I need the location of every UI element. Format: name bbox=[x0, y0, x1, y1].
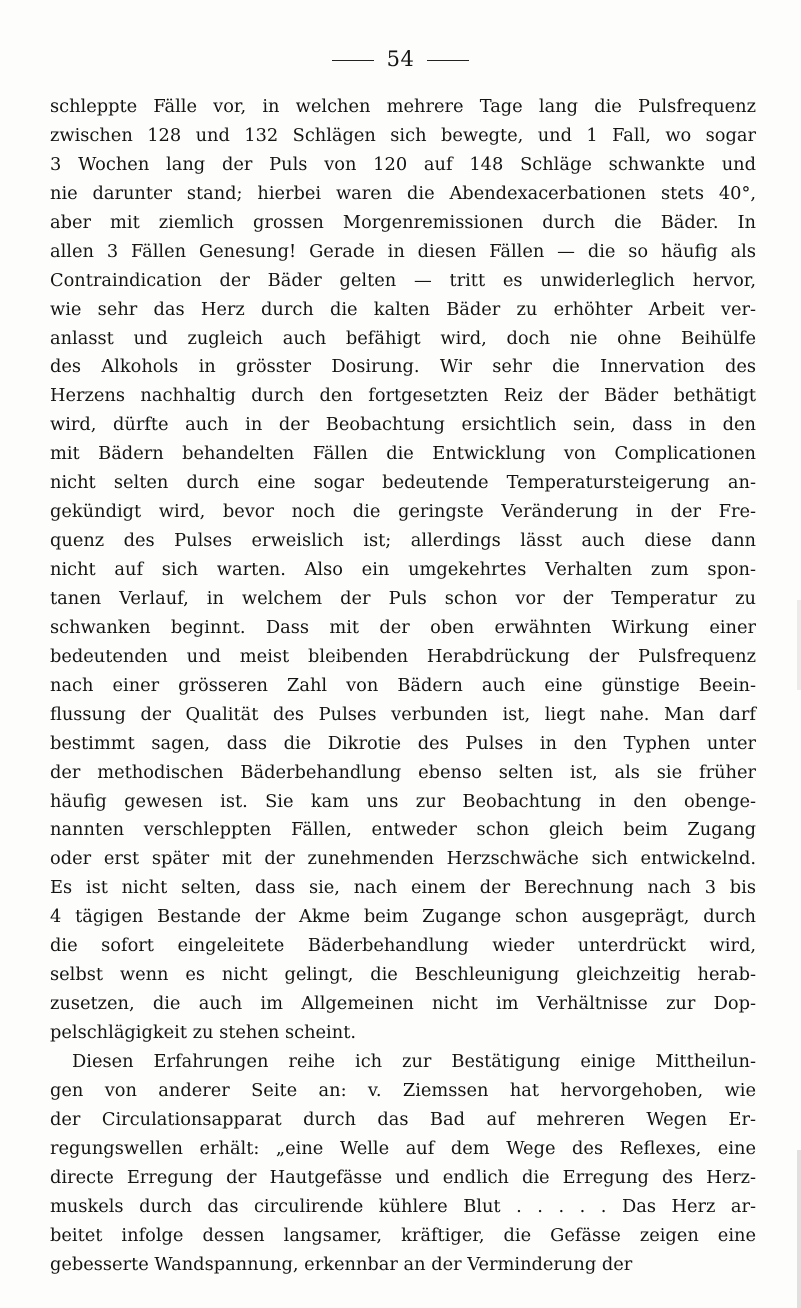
text-line: flussung der Qualität des Pulses verbunden ist, liegt nahe. Man darf bbox=[50, 703, 756, 725]
text-line: nicht auf sich warten. Also ein umgekehrtes Verhalten zum spon- bbox=[50, 559, 756, 580]
text-line: nicht selten durch eine sogar bedeutende Temperatursteigerung an- bbox=[50, 472, 756, 494]
scan-edge-shadow bbox=[797, 600, 801, 690]
text-line: beitet infolge dessen langsamer, kräftiger, die Gefässe zeigen eine bbox=[50, 1224, 756, 1246]
text-line: gekündigt wird, bevor noch die geringste Veränderung in der Fre- bbox=[50, 501, 756, 523]
text-line: 4 tägigen Bestande der Akme beim Zugange schon ausgeprägt, durch bbox=[50, 906, 756, 928]
text-line: aber mit ziemlich grossen Morgenremissionen durch die Bäder. In bbox=[50, 211, 756, 233]
text-line: Contraindication der Bäder gelten — tritt es unwiderleglich hervor, bbox=[50, 269, 756, 291]
text-line: nach einer grösseren Zahl von Bädern auch eine günstige Beein- bbox=[50, 674, 756, 696]
text-line: wie sehr das Herz durch die kalten Bäder zu erhöhter Arbeit ver- bbox=[50, 298, 756, 320]
text-line: des Alkohols in grösster Dosirung. Wir sehr die Innervation des bbox=[50, 356, 756, 378]
scan-edge-shadow bbox=[797, 1150, 801, 1308]
text-line: oder erst später mit der zunehmenden Herzschwäche sich entwickelnd. bbox=[50, 848, 756, 870]
text-line: regungswellen erhält: „eine Welle auf dem Wege des Reflexes, eine bbox=[50, 1137, 756, 1159]
text-line: bestimmt sagen, dass die Dikrotie des Pulses in den Typhen unter bbox=[50, 732, 756, 754]
text-line: 3 Wochen lang der Puls von 120 auf 148 Schläge schwankte und bbox=[50, 153, 756, 175]
text-line: die sofort eingeleitete Bäderbehandlung wieder unterdrückt wird, bbox=[50, 935, 756, 957]
text-line: muskels durch das circulirende kühlere Blut . . . . . Das Herz ar- bbox=[50, 1195, 756, 1217]
text-line: Herzens nachhaltig durch den fortgesetzten Reiz der Bäder bethätigt bbox=[50, 385, 756, 407]
text-line: schwanken beginnt. Dass mit der oben erwähnten Wirkung einer bbox=[50, 616, 756, 638]
text-line: schleppte Fälle vor, in welchen mehrere Tage lang die Pulsfrequenz bbox=[50, 96, 756, 117]
text-line: nannten verschleppten Fällen, entweder schon gleich beim Zugang bbox=[50, 819, 756, 841]
text-line: quenz des Pulses erweislich ist; allerdings lässt auch diese dann bbox=[50, 530, 756, 552]
text-line: selbst wenn es nicht gelingt, die Beschleunigung gleichzeitig herab- bbox=[50, 964, 756, 986]
text-line: Diesen Erfahrungen reihe ich zur Bestätigung einige Mittheilun- bbox=[72, 1050, 756, 1072]
text-line: mit Bädern behandelten Fällen die Entwicklung von Complicationen bbox=[50, 443, 756, 465]
text-line: tanen Verlauf, in welchem der Puls schon vor der Temperatur zu bbox=[50, 587, 756, 609]
text-line: zwischen 128 und 132 Schlägen sich bewegte, und 1 Fall, wo sogar bbox=[50, 124, 756, 146]
text-line: anlasst und zugleich auch befähigt wird, doch nie ohne Beihülfe bbox=[50, 327, 756, 349]
text-line: wird, dürfte auch in der Beobachtung ersichtlich sein, dass in den bbox=[50, 414, 756, 436]
text-line: directe Erregung der Hautgefässe und endlich die Erregung des Herz- bbox=[50, 1166, 756, 1188]
text-line: pelschlägigkeit zu stehen scheint. bbox=[50, 1022, 356, 1043]
text-line: der Circulationsapparat durch das Bad auf mehreren Wegen Er- bbox=[50, 1108, 756, 1130]
text-line: allen 3 Fällen Genesung! Gerade in diesen Fällen — die so häufig als bbox=[50, 240, 756, 262]
body-text bbox=[50, 93, 756, 1279]
text-line: bedeutenden und meist bleibenden Herabdrückung der Pulsfrequenz bbox=[50, 645, 756, 667]
text-line: Es ist nicht selten, dass sie, nach einem der Berechnung nach 3 bis bbox=[50, 877, 756, 899]
header-dash-right bbox=[427, 60, 469, 61]
text-line: der methodischen Bäderbehandlung ebenso selten ist, als sie früher bbox=[50, 761, 756, 783]
page-number: 54 bbox=[386, 47, 415, 71]
text-line: häufig gewesen ist. Sie kam uns zur Beobachtung in den obenge- bbox=[50, 790, 756, 812]
text-line: gebesserte Wandspannung, erkennbar an der Verminderung der bbox=[50, 1253, 633, 1275]
page-header bbox=[0, 44, 801, 74]
text-line: gen von anderer Seite an: v. Ziemssen hat hervorgehoben, wie bbox=[50, 1079, 756, 1101]
header-dash-left bbox=[332, 60, 374, 61]
text-line: nie darunter stand; hierbei waren die Abendexacerbationen stets 40°, bbox=[50, 182, 756, 204]
text-line: zusetzen, die auch im Allgemeinen nicht im Verhältnisse zur Dop- bbox=[50, 993, 756, 1015]
